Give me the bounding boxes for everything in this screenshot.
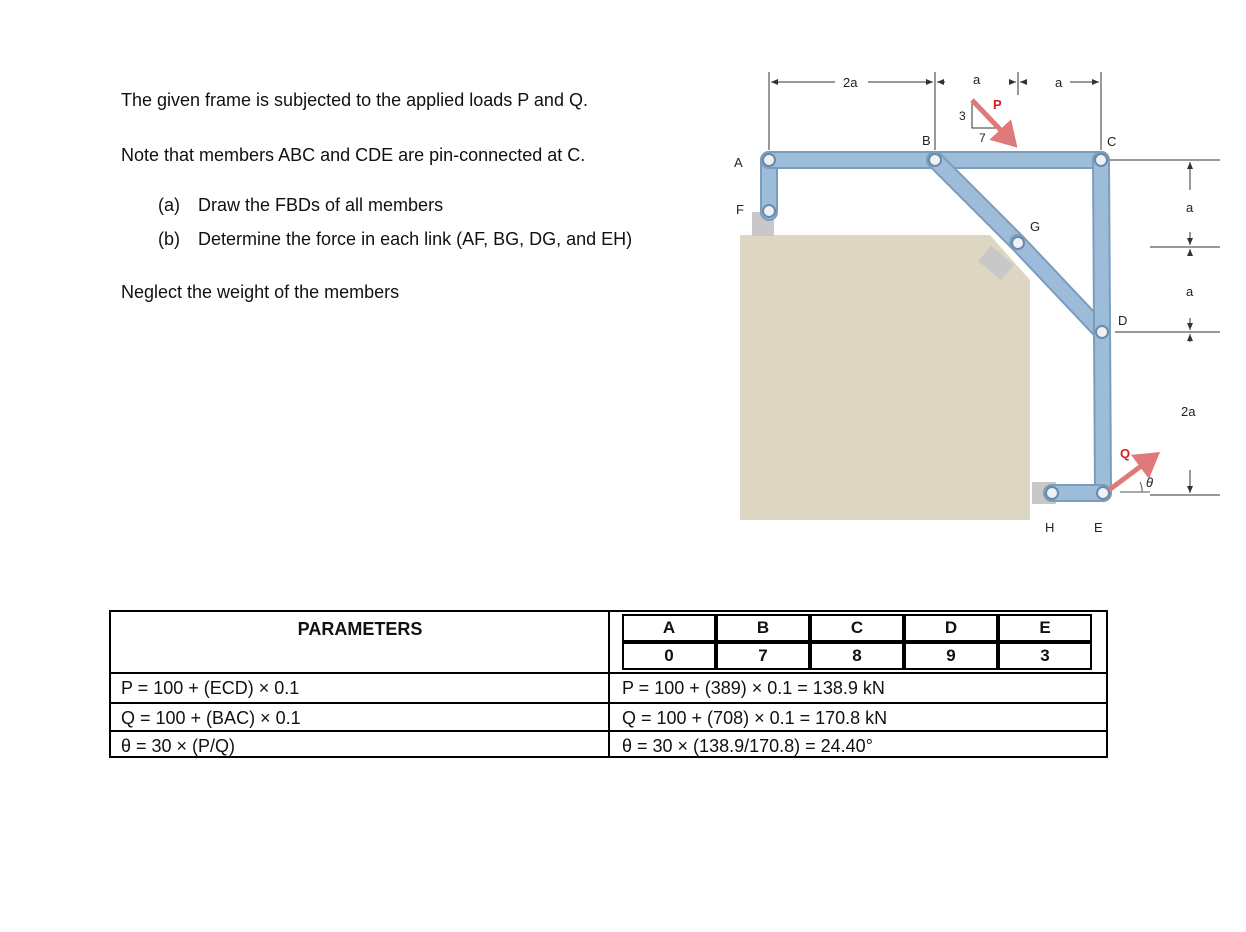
label-h: H bbox=[1045, 520, 1055, 535]
task-item-a-label: (a) bbox=[158, 195, 180, 215]
intro-line-1: The given frame is subjected to the applied loads P and Q. bbox=[121, 90, 588, 110]
dim-top-a2: a bbox=[1055, 75, 1063, 90]
slope-run: 7 bbox=[979, 131, 986, 145]
neglect-note: Neglect the weight of the members bbox=[121, 282, 400, 302]
load-p-label: P bbox=[993, 97, 1002, 112]
dim-right-a2: a bbox=[1186, 284, 1194, 299]
pin-d bbox=[1096, 326, 1108, 338]
load-q-angle: θ bbox=[1146, 475, 1154, 490]
digit-value-e: 3 bbox=[998, 642, 1092, 670]
param-row-q: Q = 100 + (BAC) × 0.1 bbox=[111, 702, 609, 730]
result-row-q: Q = 100 + (708) × 0.1 = 170.8 kN bbox=[610, 702, 1106, 730]
intro-line-2: Note that members ABC and CDE are pin-connected at C. bbox=[121, 145, 586, 165]
load-q-label: Q bbox=[1120, 446, 1131, 461]
task-item-b-label: (b) bbox=[158, 229, 180, 249]
pin-c bbox=[1095, 154, 1107, 166]
label-f: F bbox=[736, 202, 744, 217]
task-item-a-text: Draw the FBDs of all members bbox=[198, 195, 444, 215]
task-item-b-text: Determine the force in each link (AF, BG, DG, and EH) bbox=[198, 229, 633, 249]
param-row-p: P = 100 + (ECD) × 0.1 bbox=[111, 672, 609, 700]
label-e: E bbox=[1094, 520, 1103, 535]
support-block bbox=[740, 235, 1030, 520]
parameters-header: PARAMETERS bbox=[297, 619, 423, 639]
digit-letter-b: B bbox=[716, 614, 810, 642]
slope-rise: 3 bbox=[959, 109, 966, 123]
dim-top-a1: a bbox=[973, 72, 981, 87]
label-b: B bbox=[922, 133, 931, 148]
digit-letter-c: C bbox=[810, 614, 904, 642]
dim-right-2a: 2a bbox=[1181, 404, 1196, 419]
digits-grid bbox=[622, 614, 1096, 670]
digit-letter-a: A bbox=[622, 614, 716, 642]
results-table bbox=[608, 610, 1108, 758]
pin-g bbox=[1012, 237, 1024, 249]
result-row-theta: θ = 30 × (138.9/170.8) = 24.40° bbox=[610, 730, 1106, 758]
digit-letter-d: D bbox=[904, 614, 998, 642]
frame-diagram bbox=[728, 60, 1228, 540]
task-item-a bbox=[158, 195, 443, 216]
pin-h bbox=[1046, 487, 1058, 499]
digit-value-d: 9 bbox=[904, 642, 998, 670]
digit-value-a: 0 bbox=[622, 642, 716, 670]
label-d: D bbox=[1118, 313, 1128, 328]
dim-right-a1: a bbox=[1186, 200, 1194, 215]
digit-letter-e: E bbox=[998, 614, 1092, 642]
result-row-p: P = 100 + (389) × 0.1 = 138.9 kN bbox=[610, 672, 1106, 700]
dim-top-2a: 2a bbox=[843, 75, 858, 90]
digit-value-c: 8 bbox=[810, 642, 904, 670]
label-g: G bbox=[1030, 219, 1041, 234]
label-c: C bbox=[1107, 134, 1117, 149]
pin-e bbox=[1097, 487, 1109, 499]
digit-value-b: 7 bbox=[716, 642, 810, 670]
pin-a bbox=[763, 154, 775, 166]
parameters-table bbox=[109, 610, 609, 758]
task-item-b bbox=[158, 229, 632, 250]
label-a: A bbox=[734, 155, 743, 170]
param-row-theta: θ = 30 × (P/Q) bbox=[111, 730, 609, 758]
pin-f bbox=[763, 205, 775, 217]
pin-b bbox=[929, 154, 941, 166]
